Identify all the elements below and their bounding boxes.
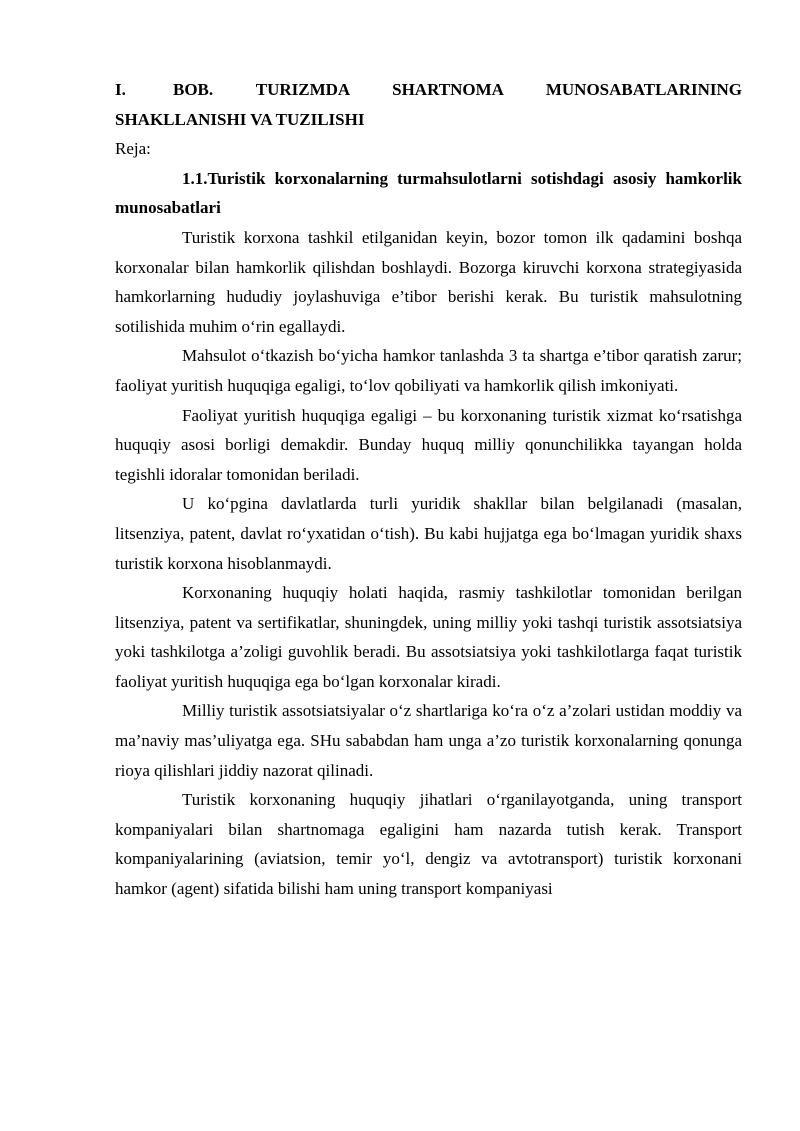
paragraph: Turistik korxonaning huquqiy jihatlari o‘rganilayotganda, uning transport kompaniyalari bilan shartnomaga egaligini ham nazarda tutish kerak. Transport kompaniyalarining (aviatsion, temir yo‘l, dengiz va avtotransport) turistik korxonani hamkor (agent) sifatida bilishi ham uning transport kompaniyasi: [115, 790, 742, 899]
section-heading: 1.1.Turistik korxonalarning turmahsulotlarni sotishdagi asosiy hamkorlik munosabatlari: [115, 168, 742, 218]
paragraph: Milliy turistik assotsiatsiyalar o‘z shartlariga ko‘ra o‘z a’zolari ustidan moddiy va ma’naviy mas’uliyatga ega. SHu sababdan ham unga a’zo turistik korxonalarning qonunga rioya qilishlari jiddiy nazorat qilinadi.: [115, 701, 742, 780]
chapter-heading: [115, 75, 742, 134]
paragraph: Faoliyat yuritish huquqiga egaligi – bu korxonaning turistik xizmat ko‘rsatishga huquqiy asosi borligi demakdir. Bunday huquq milliy qonunchilikka tayangan holda tegishli idoralar tomonidan beriladi.: [115, 405, 742, 484]
paragraph: Mahsulot o‘tkazish bo‘yicha hamkor tanlashda 3 ta shartga e’tibor qaratish zarur; faoliyat yuritish huquqiga egaligi, to‘lov qobiliyati va hamkorlik qilish imkoniyati.: [115, 346, 742, 395]
paragraph: U ko‘pgina davlatlarda turli yuridik shakllar bilan belgilanadi (masalan, litsenziya, patent, davlat ro‘yxatidan o‘tish). Bu kabi hujjatga ega bo‘lmagan yuridik shaxs turistik korxona hisoblanmaydi.: [115, 494, 742, 573]
chapter-title: BOB. TURIZMDA SHARTNOMA MUNOSABATLARINING SHAKLLANISHI VA TUZILISHI: [115, 80, 742, 129]
chapter-number: I.: [115, 80, 126, 99]
paragraph: Turistik korxona tashkil etilganidan keyin, bozor tomon ilk qadamini boshqa korxonalar bilan hamkorlik qilishdan boshlaydi. Bozorga kiruvchi korxona strategiyasida hamkorlarning hududiy joylashuviga e’tibor berishi kerak. Bu turistik mahsulotning sotilishida muhim o‘rin egallaydi.: [115, 227, 742, 336]
document-page: [115, 75, 742, 904]
paragraph: Korxonaning huquqiy holati haqida, rasmiy tashkilotlar tomonidan berilgan litsenziya, patent va sertifikatlar, shuningdek, uning milliy yoki tashqi turistik assotsiatsiya yoki tashkilotga a’zoligi guvohlik beradi. Bu assotsiatsiya yoki tashkilotlarga faqat turistik faoliyat yuritish huquqiga ega bo‘lgan korxonalar kiradi.: [115, 583, 742, 691]
plan-label: Reja:: [115, 139, 151, 159]
